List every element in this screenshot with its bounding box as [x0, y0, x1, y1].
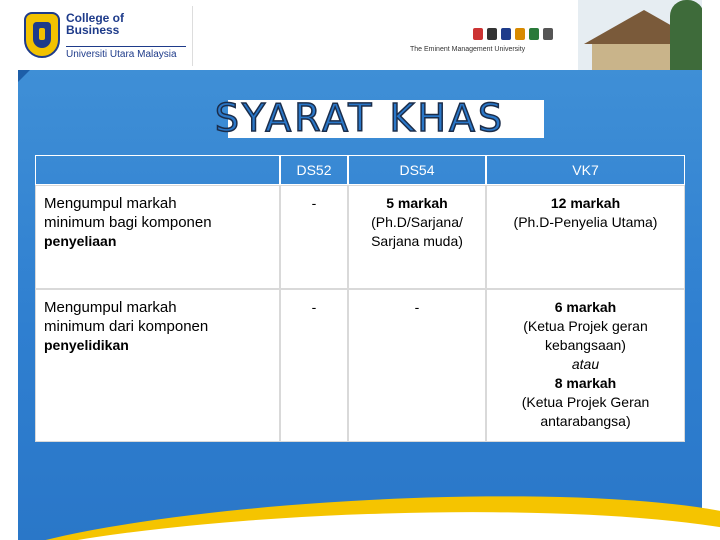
- badge-icon: [487, 28, 497, 40]
- cell-value: Sarjana muda): [371, 233, 463, 249]
- header-bar: [18, 4, 702, 70]
- decorative-wave: [0, 492, 720, 540]
- cell-value: (Ketua Projek geran: [523, 318, 648, 334]
- cell-value: kebangsaan): [545, 337, 626, 353]
- logo-divider: [66, 46, 186, 47]
- column-header-ds54: DS54: [348, 155, 486, 185]
- cell-value: (Ph.D-Penyelia Utama): [513, 214, 658, 230]
- tagline: The Eminent Management University: [410, 46, 526, 53]
- campus-building-image: [578, 0, 702, 70]
- column-header-vk7: VK7: [486, 155, 685, 185]
- row-label-line: minimum bagi komponen: [44, 214, 212, 231]
- badge-icon: [501, 28, 511, 40]
- college-logo: [18, 6, 193, 66]
- accreditation-badges: [473, 28, 553, 40]
- row-label-line: penyeliaan: [44, 233, 117, 249]
- cell-value: antarabangsa): [540, 413, 631, 429]
- logo-line-2: Business: [66, 23, 120, 37]
- corner-arrow-icon: [18, 70, 30, 82]
- cell-value: -: [311, 299, 317, 315]
- table-cell-ds54: [348, 289, 486, 442]
- badge-icon: [473, 28, 483, 40]
- cell-value: 6 markah: [554, 299, 617, 315]
- requirements-table: [35, 155, 685, 442]
- table-cell-vk7: [486, 185, 685, 289]
- cell-value: 5 markah: [386, 195, 448, 211]
- row-label-line: penyelidikan: [44, 337, 129, 353]
- cell-value: 8 markah: [554, 375, 617, 391]
- logo-title: [66, 12, 124, 36]
- row-label-line: minimum dari komponen: [44, 318, 209, 335]
- uum-crest-icon: [24, 12, 60, 58]
- cell-value: (Ph.D/Sarjana/: [371, 214, 463, 230]
- table-cell-ds54: [348, 185, 486, 289]
- table-row-label: [35, 289, 280, 442]
- table-cell-ds52: [280, 185, 348, 289]
- table-row-label: [35, 185, 280, 289]
- badge-icon: [515, 28, 525, 40]
- badge-icon: [543, 28, 553, 40]
- cell-value: (Ketua Projek Geran: [521, 394, 650, 410]
- column-header-ds52: DS52: [280, 155, 348, 185]
- cell-value: -: [414, 299, 420, 315]
- slide-title: SYARAT KHAS: [214, 96, 506, 140]
- cell-value: 12 markah: [550, 195, 621, 211]
- header-empty-cell: [35, 155, 280, 185]
- cell-value: atau: [571, 356, 600, 372]
- row-label-line: Mengumpul markah: [44, 195, 177, 212]
- logo-university-name: Universiti Utara Malaysia: [66, 49, 177, 60]
- table-cell-ds52: [280, 289, 348, 442]
- table-cell-vk7: [486, 289, 685, 442]
- logo-line-1: College of: [66, 11, 125, 25]
- badge-icon: [529, 28, 539, 40]
- cell-value: -: [311, 195, 317, 211]
- row-label-line: Mengumpul markah: [44, 299, 177, 316]
